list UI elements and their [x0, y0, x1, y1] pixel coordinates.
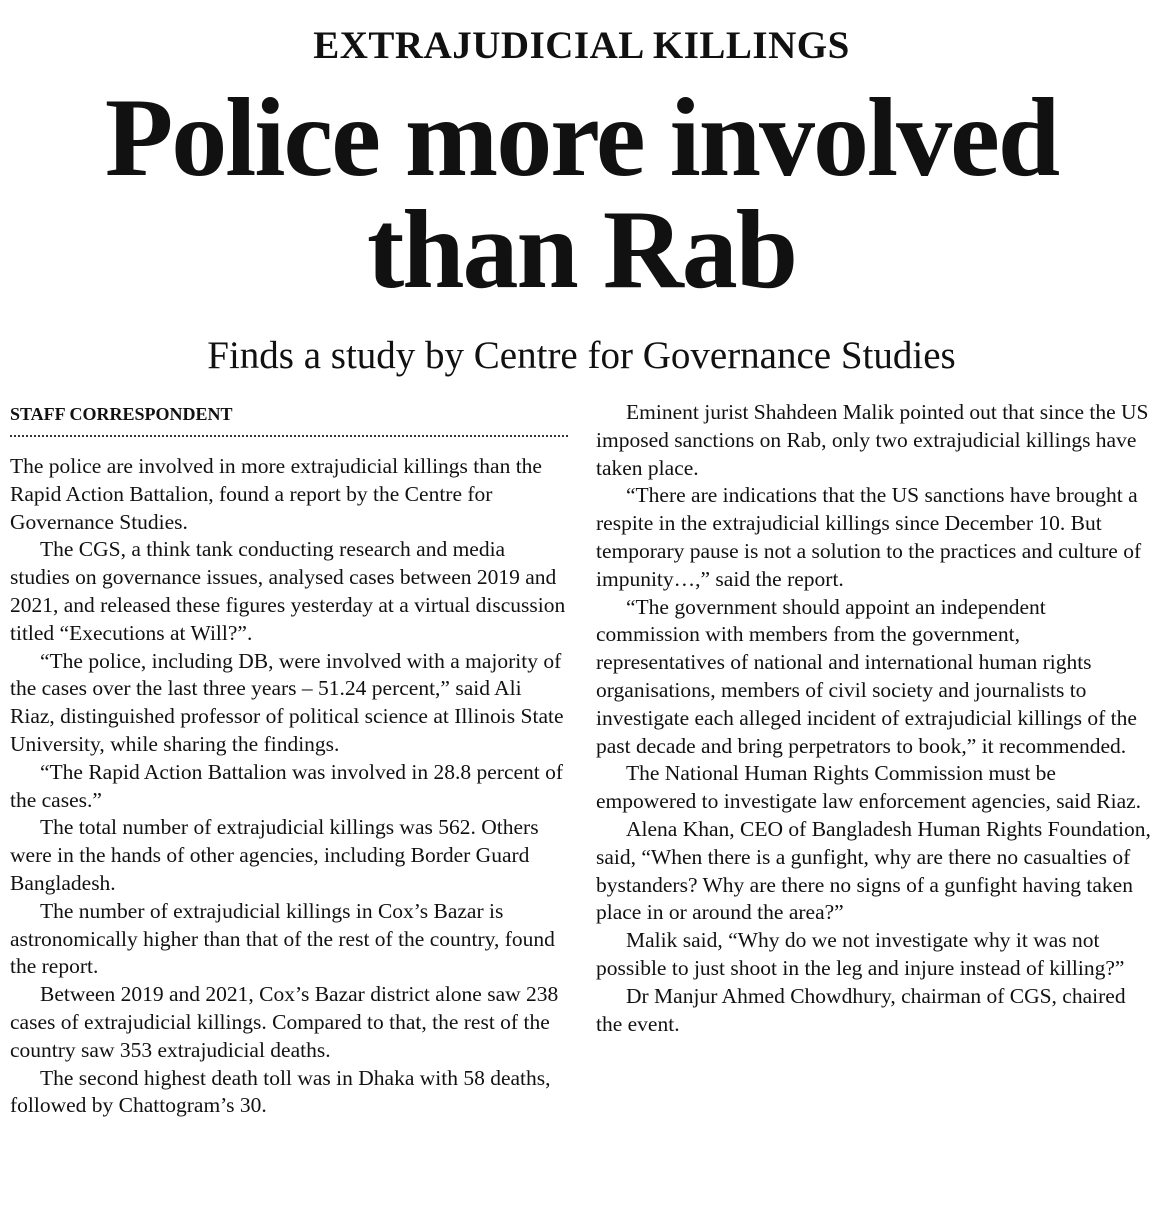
- paragraph: Eminent jurist Shahdeen Malik pointed out that since the US imposed sanctions on Rab, only two extrajudicial killings have taken place.: [596, 400, 1149, 480]
- paragraph: The number of extrajudicial killings in Cox’s Bazar is astronomically higher than that of the rest of the country, found the report.: [10, 898, 555, 979]
- paragraph: The CGS, a think tank conducting research and media studies on governance issues, analysed cases between 2019 and 2021, and released these figures yesterday at a virtual discussion titled “Executions at Will?”.: [10, 537, 566, 645]
- paragraph: Dr Manjur Ahmed Chowdhury, chairman of CGS, chaired the event.: [596, 983, 1126, 1036]
- article-column-right: [596, 399, 1154, 1038]
- paragraph: “The government should appoint an independent commission with members from the government, representatives of national and international human rights organisations, members of civil society and journalists to investigate each alleged incident of extrajudicial killings of the past decade and bring perpetrators to book,” it recommended.: [596, 594, 1137, 758]
- paragraph: “The police, including DB, were involved with a majority of the cases over the last three years – 51.24 percent,” said Ali Riaz, distinguished professor of political science at Illinois State University, while sharing the findings.: [10, 648, 564, 756]
- paragraph: “There are indications that the US sanctions have brought a respite in the extrajudicial killings since December 10. But temporary pause is not a solution to the practices and culture of impunity…,” said the report.: [596, 483, 1142, 591]
- paragraph: “The Rapid Action Battalion was involved in 28.8 percent of the cases.”: [10, 759, 564, 812]
- paragraph: Between 2019 and 2021, Cox’s Bazar district alone saw 238 cases of extrajudicial killings. Compared to that, the rest of the country saw 353 extrajudicial deaths.: [10, 982, 559, 1062]
- byline: STAFF CORRESPONDENT: [10, 402, 568, 437]
- paragraph: The police are involved in more extrajudicial killings than the Rapid Action Battalion, found a report by the Centre for Governance Studies.: [10, 454, 542, 534]
- paragraph: The second highest death toll was in Dhaka with 58 deaths, followed by Chattogram’s 30.: [10, 1065, 551, 1118]
- paragraph: Alena Khan, CEO of Bangladesh Human Rights Foundation, said, “When there is a gunfight, why are there no casualties of bystanders? Why are there no signs of a gunfight having taken place in or around the area?”: [596, 816, 1151, 925]
- paragraph: The total number of extrajudicial killings was 562. Others were in the hands of other agencies, including Border Guard Bangladesh.: [10, 815, 539, 895]
- subheadline: Finds a study by Centre for Governance Studies: [207, 334, 956, 377]
- headline-line-2: than Rab: [366, 188, 797, 312]
- article-column-left: [10, 453, 570, 1120]
- paragraph: The National Human Rights Commission must be empowered to investigate law enforcement agencies, said Riaz.: [596, 761, 1142, 814]
- paragraph: Malik said, “Why do we not investigate why it was not possible to just shoot in the leg and injure instead of killing?”: [596, 928, 1125, 980]
- headline-line-1: Police more involved: [104, 76, 1059, 200]
- section-kicker: EXTRAJUDICIAL KILLINGS: [313, 24, 850, 67]
- headline: [0, 76, 1163, 312]
